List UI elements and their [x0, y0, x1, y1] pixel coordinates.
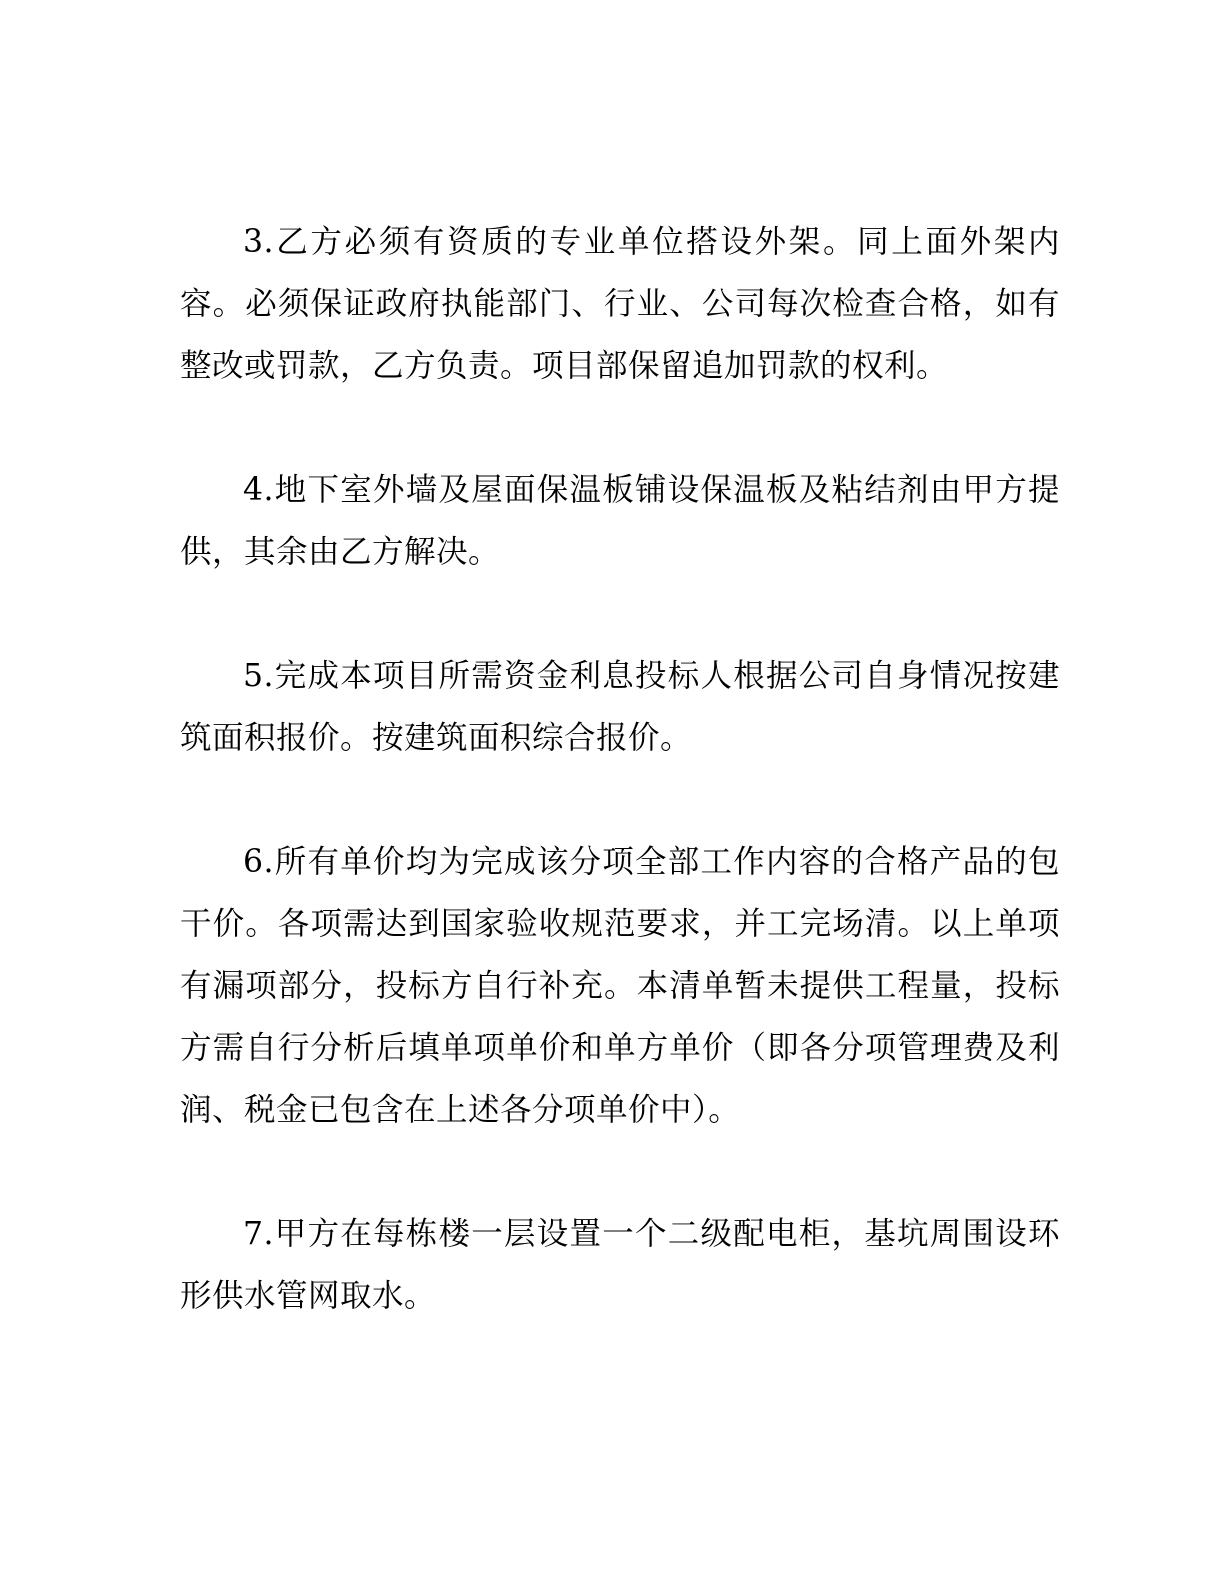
clause-5-paragraph: 5.完成本项目所需资金利息投标人根据公司自身情况按建筑面积报价。按建筑面积综合报价。 [180, 658, 1060, 756]
clause-3-paragraph: 3.乙方必须有资质的专业单位搭设外架。同上面外架内容。必须保证政府执能部门、行业、公司每次检查合格，如有整改或罚款，乙方负责。项目部保留追加罚款的权利。 [180, 224, 1060, 384]
clause-7-paragraph: 7.甲方在每栋楼一层设置一个二级配电柜，基坑周围设环形供水管网取水。 [180, 1216, 1060, 1314]
clause-4-paragraph: 4.地下室外墙及屋面保温板铺设保温板及粘结剂由甲方提供，其余由乙方解决。 [180, 472, 1060, 570]
document-body [180, 211, 1060, 1327]
clause-6-paragraph: 6.所有单价均为完成该分项全部工作内容的合格产品的包干价。各项需达到国家验收规范要求，并工完场清。以上单项有漏项部分，投标方自行补充。本清单暂未提供工程量，投标方需自行分析后填单项单价和单方单价（即各分项管理费及利润、税金已包含在上述各分项单价中）。 [180, 844, 1060, 1128]
